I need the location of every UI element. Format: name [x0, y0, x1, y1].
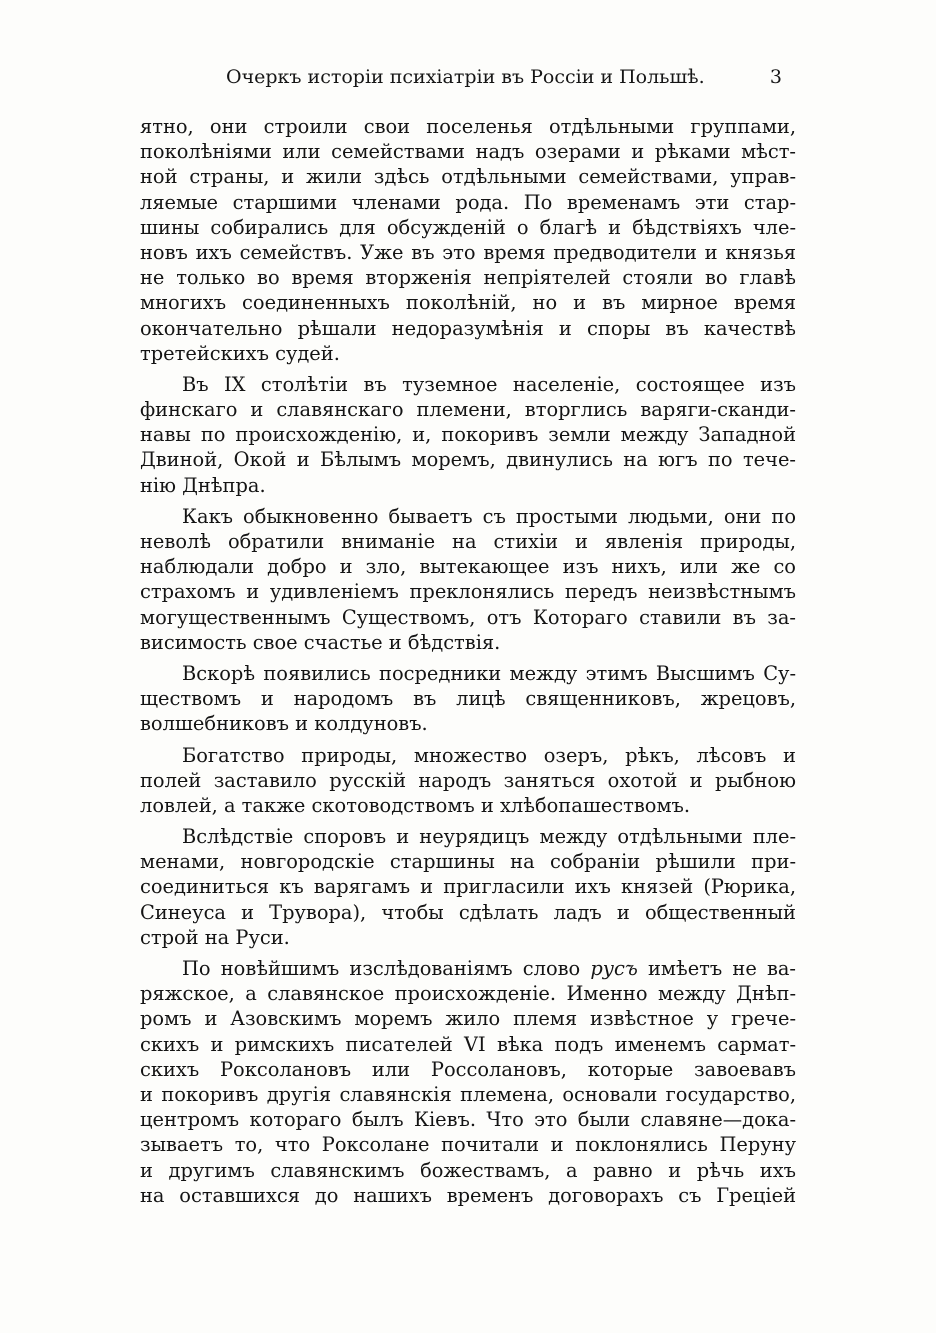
text-line: Въ IX столѣтіи въ туземное населеніе, состоящее изъ	[182, 372, 796, 396]
paragraph-7	[140, 956, 796, 1208]
text-line: страхомъ и удивленіемъ преклонялись передъ неизвѣстнымъ	[140, 580, 796, 604]
text-line: финскаго и славянскаго племени, вторглись варяги-сканди-	[140, 398, 796, 422]
text-line-with-italic	[140, 956, 796, 981]
text-line: ществомъ и народомъ въ лицѣ священниковъ, жрецовъ,	[140, 687, 796, 711]
text-line: третейскихъ судей.	[140, 341, 340, 365]
text-line: Богатство природы, множество озеръ, рѣкъ, лѣсовъ и	[182, 743, 796, 767]
text-line: многихъ соединенныхъ поколѣній, но и въ мирное время	[140, 291, 796, 315]
text-line: шины собирались для обсужденій о благѣ и бѣдствіяхъ чле-	[140, 215, 796, 239]
text-line: ромъ и Азовскимъ моремъ жило племя извѣстное у грече-	[140, 1007, 796, 1031]
paragraph-6	[140, 824, 796, 950]
text-line: скихъ Роксолановъ или Россолановъ, которые завоевавъ	[140, 1057, 796, 1081]
text-line: ряжское, а славянское происхожденіе. Именно между Днѣп-	[140, 982, 796, 1006]
text-line: поколѣніями или семействами надъ озерами и рѣками мѣст-	[140, 140, 796, 164]
text-line: волшебниковъ и колдуновъ.	[140, 712, 428, 736]
text-line: и другимъ славянскимъ божествамъ, а равно и рѣчь ихъ	[140, 1158, 796, 1182]
body-text	[140, 114, 796, 1214]
text-line: нію Днѣпра.	[140, 473, 266, 497]
text-line: Двиной, Окой и Бѣлымъ моремъ, двинулись на югъ по тече-	[140, 448, 796, 472]
page-number: 3	[769, 66, 782, 88]
text-line: окончательно рѣшали недоразумѣнія и споры въ качествѣ	[140, 316, 796, 340]
text-line: не только во время вторженія непріятелей стояли во главѣ	[140, 266, 796, 290]
text-line: ятно, они строили свои поселенья отдѣльными группами,	[140, 115, 796, 138]
running-title: Очеркъ исторіи психіатріи въ Россіи и Польшѣ.	[226, 66, 705, 88]
text-line: могущественнымъ Существомъ, отъ Котораго ставили въ за-	[140, 605, 796, 629]
text-line: строй на Руси.	[140, 925, 290, 949]
italic-word: русъ	[590, 957, 638, 980]
text-line: Вслѣдствіе споровъ и неурядицъ между отдѣльными пле-	[182, 825, 796, 849]
text-line: навы по происхожденію, и, покоривъ земли между Западной	[140, 423, 796, 447]
text-line: полей заставило русскій народъ заняться охотой и рыбною	[140, 768, 796, 792]
text-line: на оставшихся до нашихъ временъ договорахъ съ Греціей	[140, 1183, 796, 1207]
text-line: висимость свое счастье и бѣдствія.	[140, 630, 501, 654]
text-line: новъ ихъ семействъ. Уже въ это время предводители и князья	[140, 240, 796, 264]
text-line: наблюдали добро и зло, вытекающее изъ нихъ, или же со	[140, 555, 796, 579]
paragraph-2	[140, 372, 796, 498]
text-line: и покоривъ другія славянскія племена, основали государство,	[140, 1082, 796, 1106]
text-line: зываетъ то, что Роксолане почитали и поклонялись Перуну	[140, 1133, 796, 1157]
text-line: ной страны, и жили здѣсь отдѣльными семействами, управ-	[140, 165, 796, 189]
page-header	[140, 66, 796, 96]
text-line: соединиться къ варягамъ и пригласили ихъ князей (Рюрика,	[140, 875, 796, 899]
text-line: Синеуса и Трувора), чтобы сдѣлать ладъ и общественный	[140, 900, 796, 924]
text-line: центромъ котораго былъ Кіевъ. Что это были славяне—дока-	[140, 1108, 796, 1132]
paragraph-3	[140, 504, 796, 655]
text-line: менами, новгородскіе старшины на собраніи рѣшили при-	[140, 850, 796, 874]
text-line: ляемые старшими членами рода. По временамъ эти стар-	[140, 190, 796, 214]
text-line: скихъ и римскихъ писателей VI вѣка подъ именемъ сармат-	[140, 1032, 796, 1056]
text-line: Вскорѣ появились посредники между этимъ Высшимъ Су-	[182, 661, 796, 685]
text-segment: По новѣйшимъ изслѣдованіямъ слово	[182, 957, 581, 980]
text-segment: имѣетъ не ва-	[648, 957, 796, 980]
text-line: ловлей, а также скотоводствомъ и хлѣбопашествомъ.	[140, 793, 691, 817]
text-line: Какъ обыкновенно бываетъ съ простыми людьми, они по	[182, 504, 796, 528]
paragraph-5	[140, 743, 796, 819]
text-line: неволѣ обратили вниманіе на стихіи и явленія природы,	[140, 530, 796, 553]
paragraph-4	[140, 661, 796, 737]
paragraph-1	[140, 114, 796, 366]
